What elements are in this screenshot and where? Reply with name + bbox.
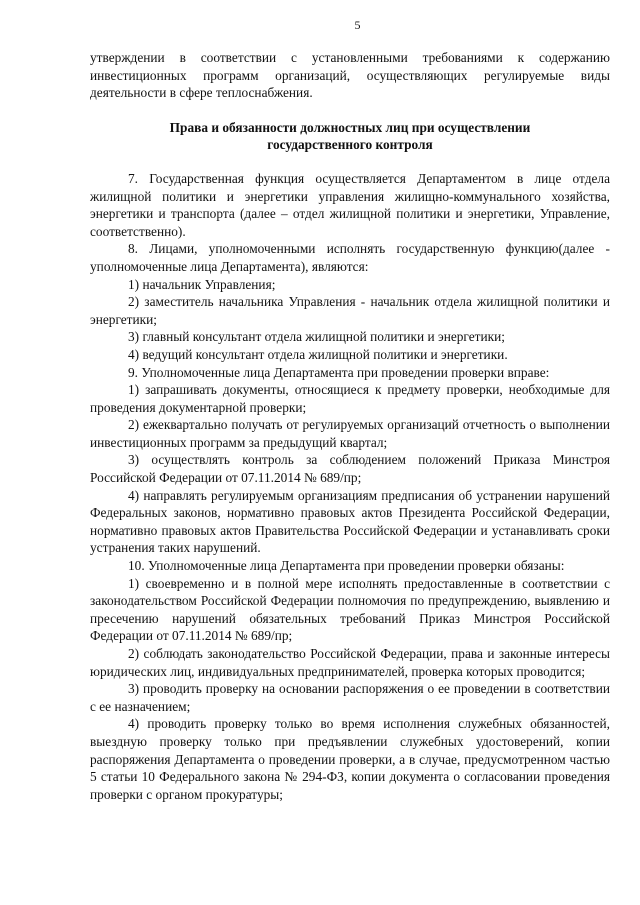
- list-item: 4) проводить проверку только во время исполнения служебных обязанностей, выездную проверку только при предъявлении служебных удостоверений, копии распоряжения Департамента о проведении проверки, а в случае, предусмотренном частью 5 статьи 10 Федерального закона № 294-ФЗ, копии документа о согласовании проведения проверки с органом прокуратуры;: [90, 716, 610, 802]
- list-item: 1) своевременно и в полной мере исполнять предоставленные в соответствии с законодательством Российской Федерации полномочия по предупреждению, выявлению и пресечению нарушений обязательных требований Приказ Минстроя Российской Федерации от 07.11.2014 № 689/пр;: [90, 575, 610, 644]
- section-heading: [90, 119, 610, 154]
- lead-paragraph: утверждении в соответствии с установленными требованиями к содержанию инвестиционных программ организаций, осуществляющих регулируемые виды деятельности в сфере теплоснабжения.: [90, 50, 610, 101]
- list-item: 2) заместитель начальника Управления - начальник отдела жилищной политики и энергетики;: [90, 294, 610, 327]
- paragraph-9: 9. Уполномоченные лица Департамента при проведении проверки вправе:: [128, 364, 550, 380]
- paragraph-10: 10. Уполномоченные лица Департамента при проведении проверки обязаны:: [128, 558, 565, 574]
- list-item: 3) осуществлять контроль за соблюдением положений Приказа Минстроя Российской Федерации от 07.11.2014 № 689/пр;: [90, 452, 610, 486]
- list-item: 4) ведущий консультант отдела жилищной политики и энергетики.: [128, 346, 508, 362]
- page-number: 5: [354, 18, 361, 32]
- list-item: 1) начальник Управления;: [128, 276, 276, 292]
- list-item: 3) проводить проверку на основании распоряжения о ее проведении в соответствии с ее назначением;: [90, 681, 610, 714]
- section-heading-line-1: Права и обязанности должностных лиц при осуществлении: [169, 119, 531, 135]
- paragraph-8: 8. Лицами, уполномоченными исполнять государственную функцию(далее - уполномоченные лица Департамента), являются:: [90, 241, 610, 274]
- list-item: 2) соблюдать законодательство Российской Федерации, права и законные интересы юридических лиц, индивидуальных предпринимателей, проверка которых проводится;: [90, 646, 610, 679]
- list-item: 2) ежеквартально получать от регулируемых организаций отчетность о выполнении инвестиционных программ за предыдущий квартал;: [90, 417, 610, 450]
- list-item: 4) направлять регулируемым организациям предписания об устранении нарушений Федеральных законов, нормативно правовых актов Президента Российской Федерации, нормативно правовых актов Правительства Российской Федерации и устанавливать сроки устранения таких нарушений.: [90, 487, 610, 556]
- section-heading-line-2: государственного контроля: [267, 137, 433, 153]
- list-item: 1) запрашивать документы, относящиеся к предмету проверки, необходимые для проведения документарной проверки;: [90, 382, 610, 415]
- list-item: 3) главный консультант отдела жилищной политики и энергетики;: [128, 329, 505, 345]
- paragraph-7: 7. Государственная функция осуществляется Департаментом в лице отдела жилищной политики и энергетики управления жилищно-коммунального хозяйства, энергетики и транспорта (далее – отдел жилищной политики и энергетики, Управление, соответственно).: [90, 170, 610, 239]
